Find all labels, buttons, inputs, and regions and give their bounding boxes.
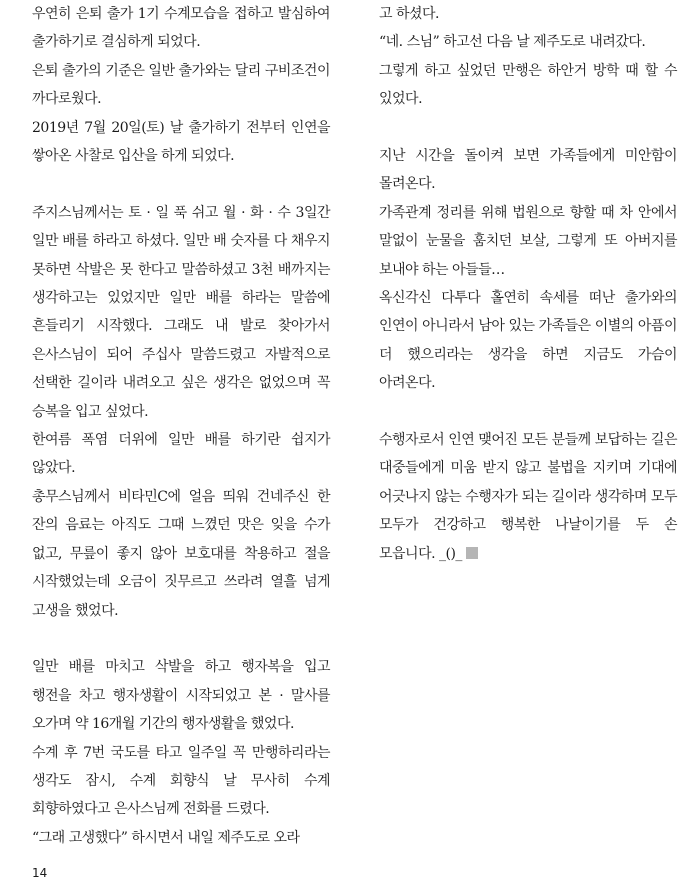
body-paragraph: 수계 후 7번 국도를 타고 일주일 꼭 만행하리라는 생각도 잠시, 수계 회향식 날 무사히 수계 회향하였다고 은사스님께 전화를 드렸다. bbox=[32, 744, 330, 818]
body-paragraph: “네. 스님” 하고선 다음 날 제주도로 내려갔다. bbox=[379, 34, 646, 51]
body-paragraph: 그렇게 하고 싶었던 만행은 하안거 방학 때 할 수 있었다. bbox=[379, 62, 677, 108]
paragraph-spacer bbox=[32, 625, 330, 653]
body-paragraph: 우연히 은퇴 출가 1기 수계모습을 접하고 발심하여 출가하기로 결심하게 되었다. bbox=[32, 6, 330, 51]
body-paragraph: “그래 고생했다” 하시면서 내일 제주도로 오라 bbox=[32, 829, 300, 846]
body-paragraph: 2019년 7월 20일(토) 날 출가하기 전부터 인연을 쌓아온 사찰로 입산을 하게 되었다. bbox=[32, 119, 330, 165]
body-paragraph: 은퇴 출가의 기준은 일반 출가와는 달리 구비조건이 까다로웠다. bbox=[32, 62, 330, 108]
left-column bbox=[32, 0, 330, 852]
body-paragraph: 한여름 폭염 더위에 일만 배를 하기란 쉽지가 않았다. bbox=[32, 432, 330, 477]
closing-text: 수행자로서 인연 맺어진 모든 분들께 보답하는 길은 대중들에게 미움 받지 않고 불법을 지키며 기대에 어긋나지 않는 수행자가 되는 길이라 생각하며 모두 모두가 건강하고 행복한 나날이기를 두 손 모읍니다. _()_ bbox=[379, 432, 677, 562]
body-paragraph: 주지스님께서는 토 · 일 푹 쉬고 월 · 화 · 수 3일간 일만 배를 하라고 하셨다. 일만 배 숫자를 다 채우지 못하면 삭발은 못 한다고 말씀하셨고 3천 배까지는 생각하고는 있었지만 일만 배를 하라는 말씀에 흔들리기 시작했다. 그래도 내 발로 찾아가서 은사스님이 되어 주십사 말씀드렸고 자발적으로 선택한 길이라 내려오고 싶은 생각은 없었으며 꼭 승복을 입고 싶었다. bbox=[32, 204, 330, 420]
body-paragraph: 고 하셨다. bbox=[379, 6, 439, 22]
paragraph-spacer bbox=[32, 170, 330, 198]
body-paragraph: 일만 배를 마치고 삭발을 하고 행자복을 입고 행전을 차고 행자생활이 시작되었고 본 · 말사를 오가며 약 16개월 기간의 행자생활을 했었다. bbox=[32, 659, 330, 733]
body-paragraph: 지난 시간을 돌이켜 보면 가족들에게 미안함이 몰려온다. bbox=[379, 148, 677, 193]
paragraph-spacer bbox=[379, 398, 677, 426]
body-paragraph: 옥신각신 다투다 홀연히 속세를 떠난 출가와의 인연이 아니라서 남아 있는 가족들은 이별의 아픔이 더 했으리라는 생각을 하면 지금도 가슴이 아려온다. bbox=[379, 290, 677, 392]
right-column bbox=[379, 0, 677, 568]
body-paragraph: 총무스님께서 비타민C에 얼음 띄워 건네주신 한 잔의 음료는 아직도 그때 느꼈던 맛은 잊을 수가 없고, 무릎이 좋지 않아 보호대를 착용하고 절을 시작했었는데 오금이 짓무르고 쓰라려 열흘 넘게 고생을 했었다. bbox=[32, 488, 330, 619]
closing-paragraph bbox=[379, 426, 677, 568]
body-paragraph: 가족관계 정리를 위해 법원으로 향할 때 차 안에서 말없이 눈물을 훔치던 보살, 그렇게 또 아버지를 보내야 하는 아들들… bbox=[379, 204, 677, 278]
paragraph-spacer bbox=[379, 114, 677, 142]
page-number: 14 bbox=[32, 866, 48, 880]
end-of-article-mark bbox=[466, 547, 478, 559]
